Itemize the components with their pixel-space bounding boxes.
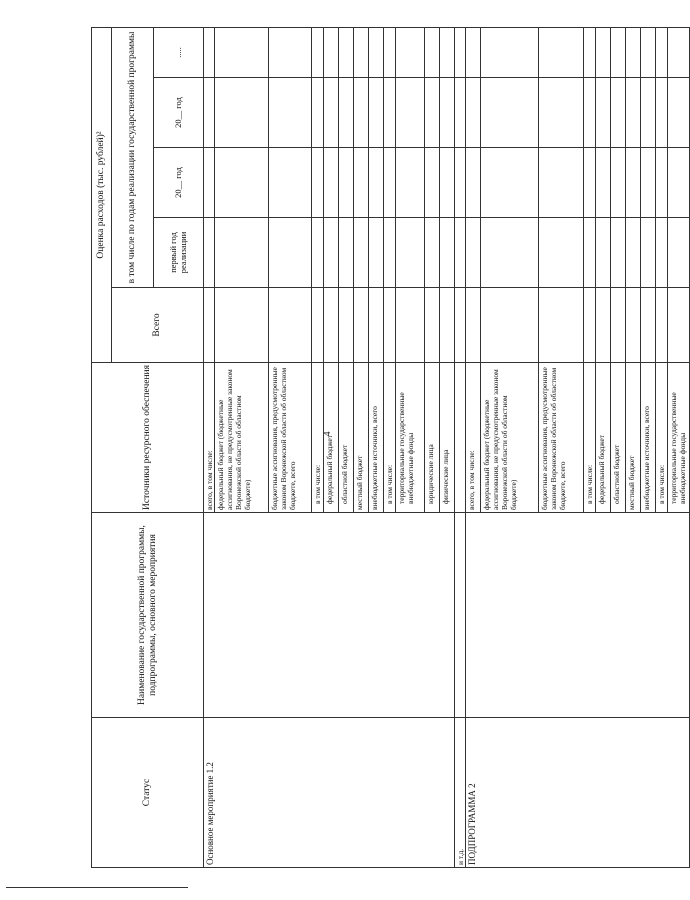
source-row: федеральный бюджет (324, 363, 339, 513)
source-row: федеральный бюджет (бюджетные ассигнования, не предусмотренные законом Воронежской области об областном бюджете) (481, 363, 539, 513)
header-sources: Источники ресурсного обеспечения (92, 363, 204, 513)
source-row: территориальные государственные внебюджетные фонды (396, 363, 425, 513)
source-row: в том числе: (384, 363, 396, 513)
source-row: территориальные государственные внебюджетные фонды (668, 363, 690, 513)
source-row: федеральный бюджет (бюджетные ассигнования, не предусмотренные законом Воронежской области об областном бюджете) (215, 363, 269, 513)
source-row: областной бюджет (339, 363, 354, 513)
header-by-year: в том числе по годам реализации государственной программы (112, 27, 154, 287)
etc-row-label: и т.д. (455, 718, 466, 868)
header-status: Статус (92, 718, 204, 868)
resource-table-wrapper (91, 28, 687, 868)
status-main-activity: Основное мероприятие 1.2 (204, 718, 455, 868)
header-estimate: Оценка расходов (тыс. рублей)² (92, 27, 112, 362)
source-row: в том числе: (312, 363, 324, 513)
header-first-year: первый год реализации (154, 218, 204, 288)
status-subprogram-2: ПОДПРОГРАММА 2 (466, 718, 690, 868)
source-row: внебюджетные источники, всего (369, 363, 384, 513)
source-row: в том числе: (656, 363, 668, 513)
header-year-3: 20__ год (154, 78, 204, 148)
source-row: внебюджетные источники, всего (641, 363, 656, 513)
source-row: местный бюджет (626, 363, 641, 513)
source-row: в том числе: (584, 363, 596, 513)
source-row: бюджетные ассигнования, предусмотренные законом Воронежской области об областном бюджете, всего (269, 363, 312, 513)
header-program-name: Наименование государственной программы, подпрограммы, основного мероприятия (92, 513, 204, 718)
source-row: всего, в том числе: (466, 363, 481, 513)
program-name-cell (204, 513, 455, 718)
source-row: физические лица (440, 363, 455, 513)
header-dots: ..... (154, 27, 204, 77)
source-row: федеральный бюджет (596, 363, 611, 513)
source-row: местный бюджет (354, 363, 369, 513)
footnote-separator (6, 887, 188, 888)
source-row: бюджетные ассигнования, предусмотренные законом Воронежской области об областном бюджете, всего (539, 363, 584, 513)
header-year-2: 20__ год (154, 148, 204, 218)
source-row: областной бюджет (611, 363, 626, 513)
source-row: всего, в том числе: (204, 363, 215, 513)
page-number: 4 (322, 431, 332, 436)
header-total: Всего (112, 288, 204, 363)
program-name-cell (466, 513, 690, 718)
resource-support-table (91, 27, 690, 868)
source-row: юридические лица (425, 363, 440, 513)
